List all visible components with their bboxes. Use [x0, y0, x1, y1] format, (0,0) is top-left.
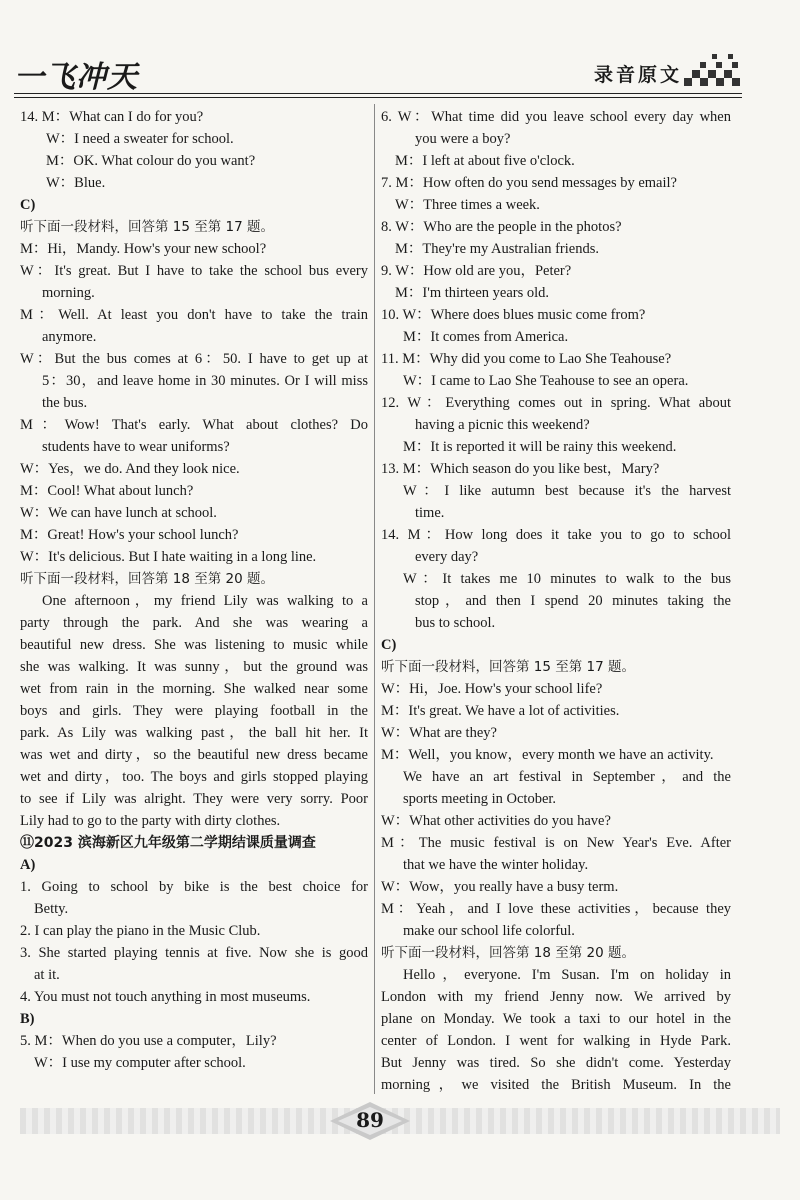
text-line: boys and girls. They were playing football in the: [20, 703, 368, 719]
text-line: 听下面一段材料，回答第 18 至第 20 题。: [381, 945, 636, 961]
text-line: 4. You must not touch anything in most museums.: [20, 989, 311, 1005]
text-line: W：Three times a week.: [395, 197, 540, 213]
header-rule-thin: [14, 97, 742, 98]
text-line: One afternoon，my friend Lily was walking to a: [42, 593, 368, 609]
text-line: the bus.: [42, 395, 88, 411]
left-column: [20, 106, 368, 1074]
text-line: you were a boy?: [415, 131, 511, 147]
section-label: 录音原文: [593, 64, 682, 86]
text-line: London with my friend Jenny now. We arrived by: [381, 989, 731, 1005]
text-line: 8. W：Who are the people in the photos?: [381, 219, 622, 235]
text-line: bus to school.: [415, 615, 496, 631]
text-line: morning.: [42, 285, 95, 301]
text-line: But Jenny was tired. So she didn't come. Yesterday: [381, 1055, 731, 1071]
text-line: A): [20, 857, 36, 873]
text-line: time.: [415, 505, 445, 521]
text-line: W：Hi，Joe. How's your school life?: [381, 681, 603, 697]
text-line: park. As Lily was walking past，the ball hit her. It: [20, 725, 368, 741]
text-line: was wet and dirty，so the beautiful new dress became: [20, 747, 368, 763]
text-line: Betty.: [34, 901, 69, 917]
text-line: M：Great! How's your school lunch?: [20, 527, 239, 543]
text-line: ⑪2023 滨海新区九年级第二学期结课质量调查: [20, 835, 316, 851]
text-line: M：Well，you know，every month we have an activity.: [381, 747, 714, 763]
page-header: [0, 0, 800, 100]
text-line: 听下面一段材料，回答第 18 至第 20 题。: [20, 571, 275, 587]
text-line: she was walking. It was sunny，but the ground was: [20, 659, 368, 675]
text-line: having a picnic this weekend?: [415, 417, 590, 433]
text-line: W：I came to Lao She Teahouse to see an opera.: [403, 373, 689, 389]
text-line: M：I'm thirteen years old.: [395, 285, 550, 301]
text-line: stop，and then I spend 20 minutes taking the: [415, 593, 731, 609]
text-line: M：It's great. We have a lot of activities.: [381, 703, 620, 719]
text-line: W：Blue.: [46, 175, 106, 191]
text-line: make our school life colorful.: [403, 923, 575, 939]
text-line: plane on Monday. We took a taxi to our hotel in the: [381, 1011, 731, 1027]
text-line: 听下面一段材料，回答第 15 至第 17 题。: [20, 219, 275, 235]
text-line: 11. M：Why did you come to Lao She Teahouse?: [381, 351, 672, 367]
text-line: beautiful new dress. She was listening to music while: [20, 637, 368, 653]
text-line: M：Well. At least you don't have to take the train: [20, 307, 368, 323]
text-line: 5. M：When do you use a computer，Lily?: [20, 1033, 277, 1049]
text-line: W：What other activities do you have?: [381, 813, 611, 829]
text-line: M：It comes from America.: [403, 329, 569, 345]
text-line: M：OK. What colour do you want?: [46, 153, 256, 169]
text-line: M：Yeah，and I love these activities，because they: [381, 901, 731, 917]
text-line: M：The music festival is on New Year's Eve. After: [381, 835, 731, 851]
right-column: [381, 106, 731, 1096]
text-line: C): [20, 197, 36, 213]
header-rule: [14, 93, 742, 94]
series-logo: 一飞冲天: [14, 60, 138, 95]
text-line: W：It's great. But I have to take the school bus every: [20, 263, 368, 279]
text-line: Hello，everyone. I'm Susan. I'm on holiday in: [403, 967, 731, 983]
checker-pattern-icon: [684, 50, 744, 90]
text-line: 14. M：What can I do for you?: [20, 109, 204, 125]
text-line: 14. M：How long does it take you to go to school: [381, 527, 731, 543]
text-line: sports meeting in October.: [403, 791, 557, 807]
text-line: W：What are they?: [381, 725, 497, 741]
text-line: 听下面一段材料，回答第 15 至第 17 题。: [381, 659, 636, 675]
text-line: 10. W：Where does blues music come from?: [381, 307, 646, 323]
text-line: C): [381, 637, 397, 653]
text-line: that we have the winter holiday.: [403, 857, 589, 873]
text-line: 6. W：What time did you leave school every day when: [381, 109, 731, 125]
text-line: M：They're my Australian friends.: [395, 241, 599, 257]
text-line: 1. Going to school by bike is the best choice for: [20, 879, 368, 895]
text-line: M：Hi，Mandy. How's your new school?: [20, 241, 267, 257]
column-divider: [374, 104, 375, 1094]
text-line: W：I use my computer after school.: [34, 1055, 246, 1071]
text-line: W：But the bus comes at 6：50. I have to get up at: [20, 351, 368, 367]
text-line: to see if Lily was alright. They were very sorry. Poor: [20, 791, 368, 807]
text-line: M：It is reported it will be rainy this weekend.: [403, 439, 677, 455]
text-line: W：It takes me 10 minutes to walk to the bus: [403, 571, 731, 587]
text-line: wet from rain in the morning. She walked near some: [20, 681, 368, 697]
text-line: Lily had to go to the party with dirty clothes.: [20, 813, 281, 829]
text-line: W：Wow，you really have a busy term.: [381, 879, 619, 895]
text-line: at it.: [34, 967, 60, 983]
page-number: 89: [356, 1108, 384, 1132]
text-line: anymore.: [42, 329, 97, 345]
text-line: W：Yes，we do. And they look nice.: [20, 461, 240, 477]
text-line: party through the park. And she was wearing a: [20, 615, 368, 631]
text-line: M：Cool! What about lunch?: [20, 483, 194, 499]
page-number-badge: [330, 1100, 410, 1142]
text-line: 5：30，and leave home in 30 minutes. Or I will miss: [42, 373, 368, 389]
text-line: 9. W：How old are you，Peter?: [381, 263, 572, 279]
text-line: students have to wear uniforms?: [42, 439, 230, 455]
text-line: every day?: [415, 549, 479, 565]
text-line: W：It's delicious. But I hate waiting in a long line.: [20, 549, 317, 565]
text-line: 13. M：Which season do you like best，Mary?: [381, 461, 660, 477]
text-line: M：Wow! That's early. What about clothes? Do: [20, 417, 368, 433]
text-line: 3. She started playing tennis at five. Now she is good: [20, 945, 368, 961]
text-line: morning，we visited the British Museum. In the: [381, 1077, 731, 1093]
text-line: center of London. I went for walking in Hyde Park.: [381, 1033, 731, 1049]
text-line: B): [20, 1011, 35, 1027]
text-line: 7. M：How often do you send messages by email?: [381, 175, 677, 191]
text-line: 12. W：Everything comes out in spring. What about: [381, 395, 731, 411]
text-line: W：I need a sweater for school.: [46, 131, 234, 147]
text-line: wet and dirty，too. The boys and girls stopped playing: [20, 769, 368, 785]
text-line: W：I like autumn best because it's the harvest: [403, 483, 731, 499]
text-line: W：We can have lunch at school.: [20, 505, 217, 521]
text-line: We have an art festival in September，and the: [403, 769, 731, 785]
text-line: 2. I can play the piano in the Music Club.: [20, 923, 261, 939]
text-line: M：I left at about five o'clock.: [395, 153, 575, 169]
